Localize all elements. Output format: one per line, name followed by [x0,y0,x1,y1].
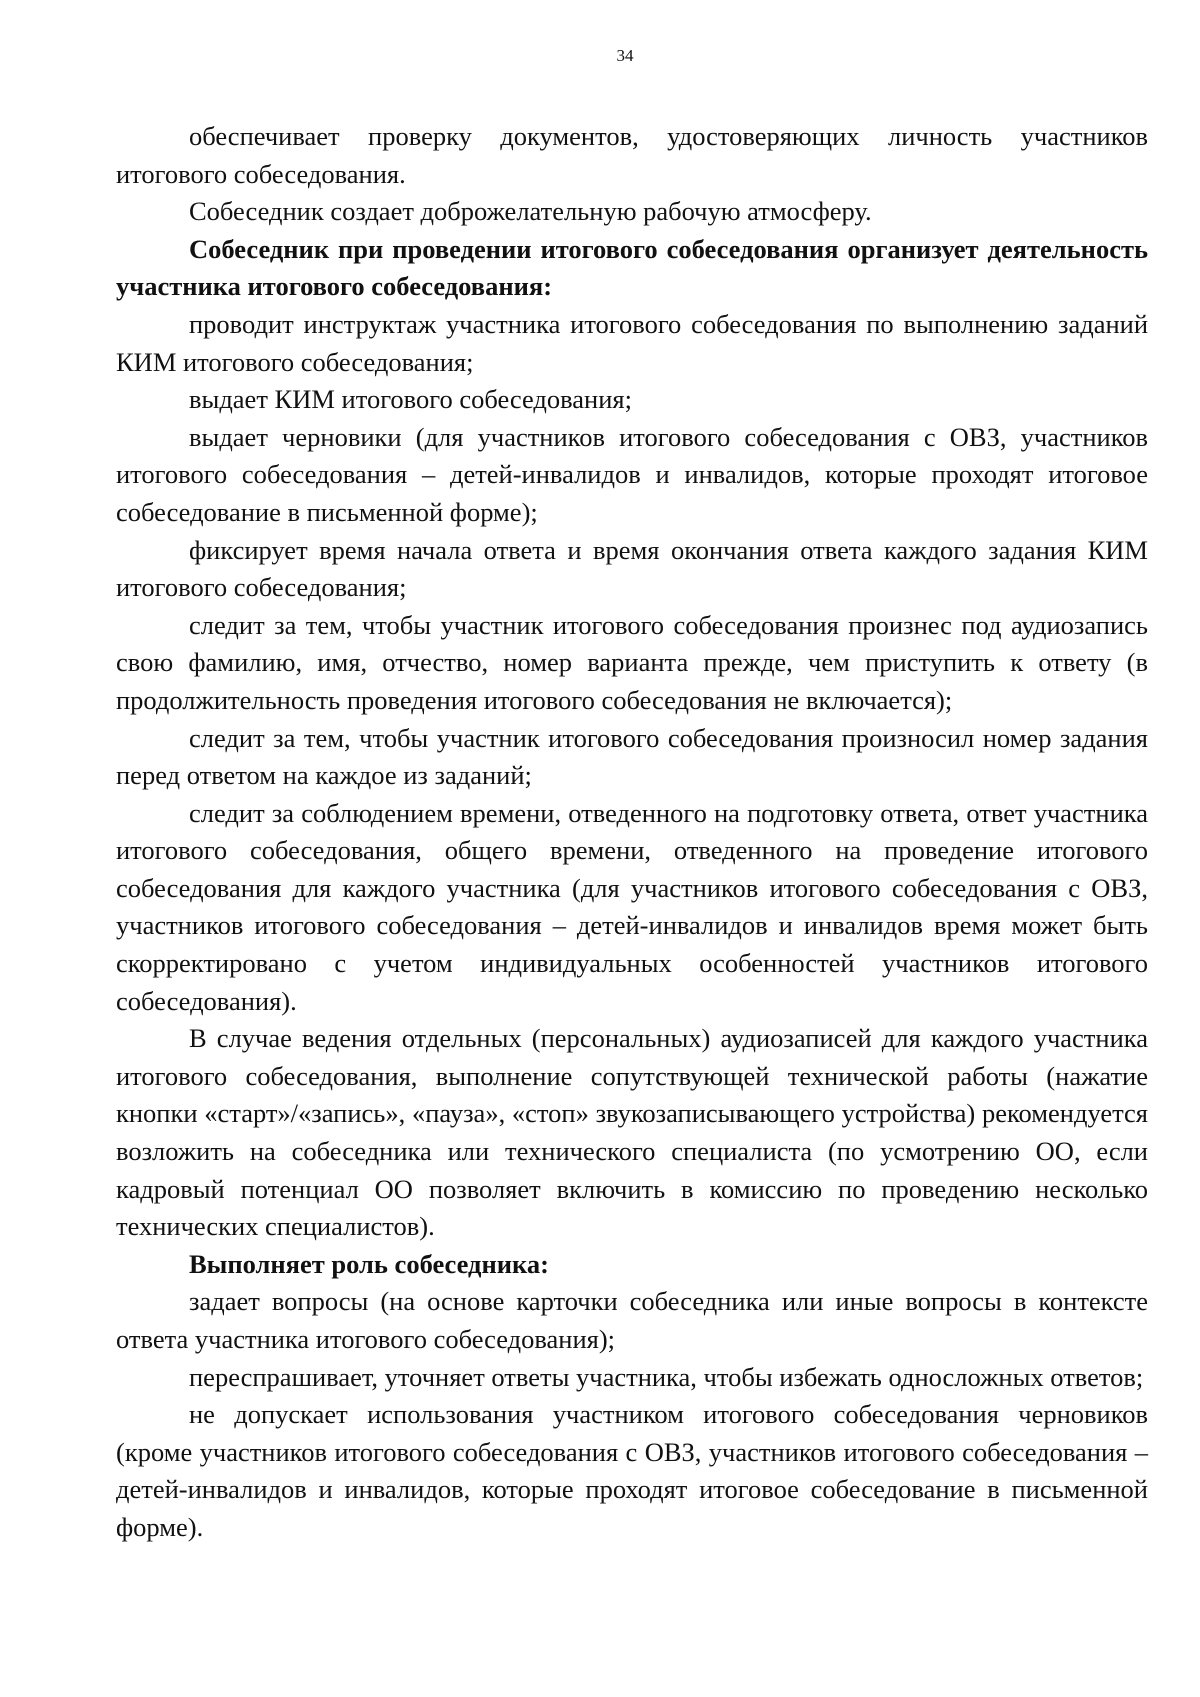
section-heading-organizer: Собеседник при проведении итогового собеседования организует деятельность участника итогового собеседования: [116,233,1148,302]
document-body [116,118,1148,1547]
paragraph-4: проводит инструктаж участника итогового собеседования по выполнению заданий КИМ итогового собеседования; [116,308,1148,377]
paragraph-13: задает вопросы (на основе карточки собеседника или иные вопросы в контексте ответа участника итогового собеседования); [116,1286,1148,1354]
paragraph-15: не допускает использования участником итогового собеседования черновиков (кроме участников итогового собеседования с ОВЗ, участников итогового собеседования – детей-инвалидов и инвалидов, которые проходят итоговое собеседование в письменной форме). [116,1399,1148,1542]
paragraph-2: Собеседник создает доброжелательную рабочую атмосферу. [189,196,872,227]
paragraph-6: выдает черновики (для участников итогового собеседования с ОВЗ, участников итогового собеседования – детей-инвалидов и инвалидов, которые проходят итоговое собеседование в письменной форме); [116,421,1148,527]
paragraph-9: следит за тем, чтобы участник итогового собеседования произносил номер задания перед ответом на каждое из заданий; [116,722,1148,791]
paragraph-7: фиксирует время начала ответа и время окончания ответа каждого задания КИМ итогового собеседования; [116,534,1148,603]
paragraph-5: выдает КИМ итогового собеседования; [189,384,632,415]
paragraph-14: переспрашивает, уточняет ответы участника, чтобы избежать односложных ответов; [189,1361,1144,1392]
paragraph-8: следит за тем, чтобы участник итогового собеседования произнес под аудиозапись свою фамилию, имя, отчество, номер варианта прежде, чем приступить к ответу (в продолжительность проведения итогового собеседования не включается); [116,609,1148,715]
section-heading-interviewer-role: Выполняет роль собеседника: [189,1248,549,1279]
paragraph-1: обеспечивает проверку документов, удостоверяющих личность участников итогового собеседования. [116,121,1148,189]
paragraph-10: следит за соблюдением времени, отведенного на подготовку ответа, ответ участника итогового собеседования, общего времени, отведенного на проведение итогового собеседования для каждого участника (для участников итогового собеседования с ОВЗ, участников итогового собеседования – детей-инвалидов и инвалидов время может быть скорректировано с учетом индивидуальных особенностей участников итогового собеседования). [116,797,1148,1016]
page-number: 34 [616,46,634,65]
paragraph-11: В случае ведения отдельных (персональных) аудиозаписей для каждого участника итогового собеседования, выполнение сопутствующей технической работы (нажатие кнопки «старт»/«запись», «пауза», «стоп» звукозаписывающего устройства) рекомендуется возложить на собеседника или технического специалиста (по усмотрению ОО, если кадровый потенциал ОО позволяет включить в комиссию по проведению несколько технических специалистов). [116,1023,1148,1242]
